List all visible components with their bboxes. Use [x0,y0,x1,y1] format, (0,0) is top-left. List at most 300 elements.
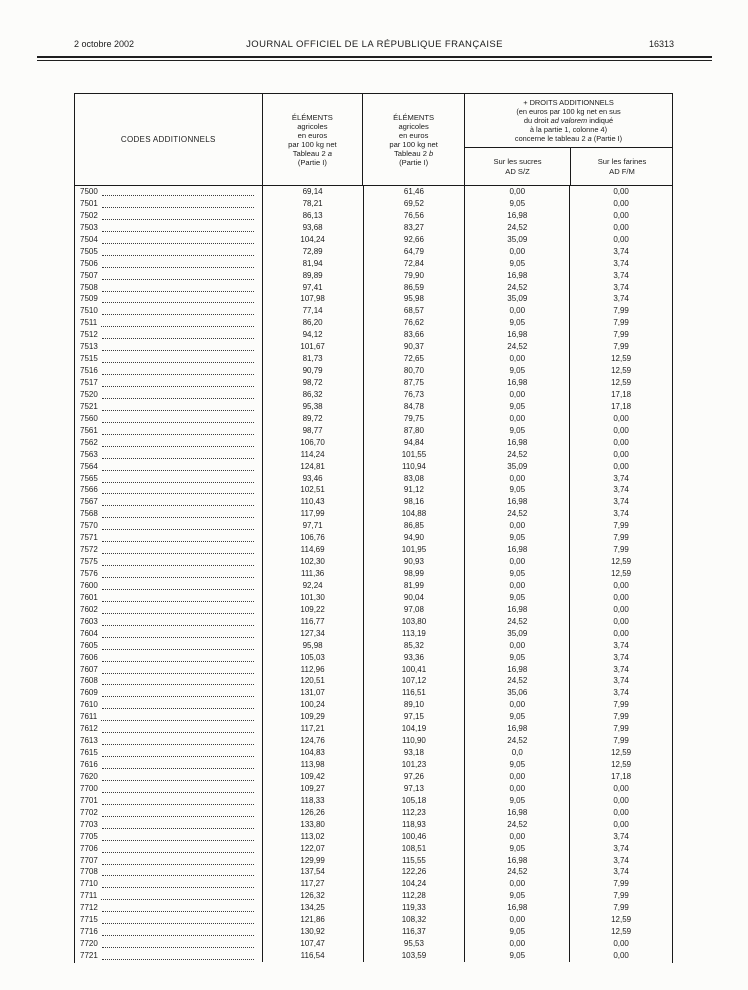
value-cell: 0,00 [464,878,569,890]
code-cell-wrap [75,556,262,568]
code-cell: 7721 [80,951,98,960]
value-cell: 9,05 [464,843,569,855]
table-row [75,759,672,771]
value-cell: 110,94 [363,461,465,473]
table-row [75,270,672,282]
value-cell: 9,05 [464,950,569,962]
value-cell: 101,55 [363,449,465,461]
value-cell: 95,98 [363,293,465,305]
value-cell: 0,00 [464,556,569,568]
dotted-leader [102,902,254,912]
code-cell: 7562 [80,437,98,447]
code-cell: 7700 [80,783,98,793]
value-cell: 0,00 [569,807,672,819]
value-cell: 108,51 [363,843,465,855]
table-row [75,496,672,508]
value-cell: 35,09 [464,293,569,305]
table-row [75,305,672,317]
dotted-leader [102,807,254,817]
code-cell-wrap [75,413,262,425]
table-row [75,890,672,902]
value-cell: 12,59 [569,556,672,568]
value-cell: 0,00 [464,389,569,401]
code-cell: 7603 [80,616,98,626]
dotted-leader [102,604,254,614]
journal-title: JOURNAL OFFICIEL DE LA RÉPUBLIQUE FRANÇAISE [246,39,503,50]
table-row [75,819,672,831]
value-cell: 0,00 [569,616,672,628]
value-cell: 84,78 [363,401,465,413]
droits-line: (en euros par 100 kg net en sus [516,107,621,116]
table-row [75,377,672,389]
value-cell: 101,23 [363,759,465,771]
value-cell: 9,05 [464,926,569,938]
value-cell: 0,00 [569,783,672,795]
code-cell-wrap [75,759,262,771]
code-cell: 7517 [80,378,98,387]
value-cell: 3,74 [569,282,672,294]
code-cell-wrap [75,329,262,341]
code-cell-wrap [75,425,262,437]
value-cell: 0,00 [569,186,672,198]
dotted-leader [102,544,254,554]
code-cell-wrap [75,652,262,664]
value-cell: 7,99 [569,735,672,747]
code-cell-wrap [75,616,262,628]
value-cell: 130,92 [262,926,363,938]
elements-a-line: par 100 kg net [288,139,337,149]
code-cell: 7615 [80,748,98,758]
value-cell: 9,05 [464,198,569,210]
dotted-leader [102,795,254,805]
value-cell: 7,99 [569,902,672,914]
value-cell: 16,98 [464,664,569,676]
page-number: 16313 [648,39,674,49]
value-cell: 81,99 [363,580,465,592]
dotted-leader [102,664,254,674]
dotted-leader [102,699,254,709]
value-cell: 114,24 [262,449,363,461]
elements-a-line: ÉLÉMENTS [291,112,333,122]
value-cell: 7,99 [569,317,672,329]
value-cell: 113,98 [262,759,363,771]
value-cell: 9,05 [464,711,569,723]
value-cell: 3,74 [569,640,672,652]
value-cell: 3,74 [569,843,672,855]
value-cell: 7,99 [569,341,672,353]
code-cell-wrap [75,365,262,377]
value-cell: 16,98 [464,329,569,341]
dotted-leader [102,819,254,829]
value-cell: 9,05 [464,795,569,807]
dotted-leader [102,437,254,447]
value-cell: 7,99 [569,711,672,723]
value-cell: 0,00 [464,246,569,258]
dotted-leader [102,687,254,697]
code-cell-wrap [75,461,262,473]
value-cell: 97,41 [262,282,363,294]
value-cell: 92,66 [363,234,465,246]
table-row [75,675,672,687]
table-row [75,556,672,568]
value-cell: 0,00 [464,580,569,592]
value-cell: 94,84 [363,437,465,449]
code-cell: 7609 [80,688,98,698]
value-cell: 93,68 [262,222,363,234]
code-cell: 7501 [80,198,98,208]
code-cell-wrap [75,855,262,867]
table-row [75,329,672,341]
elements-a-header-cell [262,94,363,185]
code-cell: 7605 [80,640,98,650]
table-row [75,855,672,867]
value-cell: 16,98 [464,377,569,389]
table-row [75,532,672,544]
value-cell: 0,00 [464,938,569,950]
elements-b-line: (Partie I) [399,157,429,167]
value-cell: 17,18 [569,401,672,413]
code-cell: 7568 [80,509,98,519]
dotted-leader [102,532,254,542]
table-row [75,198,672,210]
value-cell: 17,18 [569,389,672,401]
value-cell: 3,74 [569,855,672,867]
table-row [75,341,672,353]
table-row [75,926,672,938]
value-cell: 86,59 [363,282,465,294]
dotted-leader [102,293,254,303]
code-cell: 7509 [80,294,98,304]
dotted-leader [102,628,254,638]
value-cell: 0,00 [464,186,569,198]
code-cell: 7565 [80,473,98,483]
value-cell: 12,59 [569,759,672,771]
table-row [75,640,672,652]
value-cell: 117,27 [262,878,363,890]
table-row [75,950,672,962]
value-cell: 112,23 [363,807,465,819]
table-row [75,413,672,425]
value-cell: 12,59 [569,568,672,580]
code-cell-wrap [75,258,262,270]
value-cell: 86,85 [363,520,465,532]
value-cell: 103,59 [363,950,465,962]
code-cell: 7507 [80,270,98,280]
value-cell: 117,99 [262,508,363,520]
value-cell: 104,88 [363,508,465,520]
elements-b-line: agricoles [398,121,429,131]
dotted-leader [102,449,254,459]
code-cell-wrap [75,401,262,413]
value-cell: 9,05 [464,532,569,544]
value-cell: 86,32 [262,389,363,401]
sucres-subheader-cell [465,148,570,185]
table-row [75,437,672,449]
value-cell: 97,71 [262,520,363,532]
dotted-leader [102,771,254,781]
code-cell: 7712 [80,903,98,913]
value-cell: 91,12 [363,484,465,496]
value-cell: 93,18 [363,747,465,759]
code-cell-wrap [75,234,262,246]
value-cell: 113,19 [363,628,465,640]
value-cell: 78,21 [262,198,363,210]
value-cell: 116,51 [363,687,465,699]
value-cell: 7,99 [569,329,672,341]
elements-b-line: ÉLÉMENTS [393,112,435,122]
dotted-leader [102,365,254,375]
value-cell: 9,05 [464,890,569,902]
farines-label: Sur les farines [597,157,647,166]
code-cell: 7711 [80,891,98,901]
value-cell: 9,05 [464,592,569,604]
dotted-leader [102,640,254,650]
value-cell: 16,98 [464,902,569,914]
dotted-leader [102,413,254,423]
value-cell: 101,95 [363,544,465,556]
code-cell: 7566 [80,485,98,495]
dotted-leader [102,568,254,578]
value-cell: 87,75 [363,377,465,389]
value-cell: 118,93 [363,819,465,831]
code-cell-wrap [75,222,262,234]
code-cell-wrap [75,604,262,616]
code-cell-wrap [75,592,262,604]
value-cell: 112,28 [363,890,465,902]
code-cell-wrap [75,270,262,282]
value-cell: 83,27 [363,222,465,234]
value-cell: 64,79 [363,246,465,258]
value-cell: 3,74 [569,675,672,687]
table-row [75,568,672,580]
value-cell: 105,03 [262,652,363,664]
value-cell: 113,02 [262,831,363,843]
header-rule [37,56,712,61]
droits-title: + DROITS ADDITIONNELS [523,98,614,107]
value-cell: 24,52 [464,735,569,747]
value-cell: 103,80 [363,616,465,628]
value-cell: 0,00 [569,449,672,461]
value-cell: 89,89 [262,270,363,282]
code-cell: 7503 [80,222,98,232]
value-cell: 98,16 [363,496,465,508]
table-row [75,866,672,878]
value-cell: 69,52 [363,198,465,210]
code-cell: 7500 [80,187,98,196]
value-cell: 76,56 [363,210,465,222]
value-cell: 122,26 [363,866,465,878]
table-row [75,449,672,461]
value-cell: 3,74 [569,652,672,664]
dotted-leader [102,401,254,411]
value-cell: 100,24 [262,699,363,711]
code-cell: 7512 [80,330,98,340]
code-cell-wrap [75,473,262,485]
droits-header-group [464,94,672,185]
table-row [75,687,672,699]
value-cell: 16,98 [464,723,569,735]
value-cell: 126,32 [262,890,363,902]
droits-title-cell [465,94,672,148]
table-row [75,293,672,305]
value-cell: 0,00 [569,592,672,604]
code-cell: 7502 [80,210,98,220]
table-row [75,389,672,401]
code-cell: 7516 [80,366,98,376]
dotted-leader [101,711,254,721]
page-header [37,39,712,51]
value-cell: 0,00 [464,520,569,532]
value-cell: 24,52 [464,282,569,294]
value-cell: 0,00 [569,628,672,640]
value-cell: 100,46 [363,831,465,843]
value-cell: 76,62 [363,317,465,329]
dotted-leader [102,186,254,196]
value-cell: 3,74 [569,866,672,878]
code-cell-wrap [75,508,262,520]
table-body [75,186,672,963]
value-cell: 24,52 [464,222,569,234]
code-cell: 7608 [80,676,98,686]
code-cell-wrap [75,950,262,962]
code-cell-wrap [75,878,262,890]
value-cell: 95,38 [262,401,363,413]
value-cell: 24,52 [464,508,569,520]
dotted-leader [102,652,254,662]
value-cell: 72,84 [363,258,465,270]
value-cell: 90,37 [363,341,465,353]
value-cell: 3,74 [569,473,672,485]
value-cell: 90,04 [363,592,465,604]
droits-line: concerne le tableau 2 a (Partie I) [514,134,623,143]
table-row [75,783,672,795]
droits-subheaders [465,148,672,185]
elements-a-line: (Partie I) [297,157,327,167]
value-cell: 0,0 [464,747,569,759]
code-cell-wrap [75,246,262,258]
dotted-leader [102,258,254,268]
value-cell: 102,51 [262,484,363,496]
value-cell: 3,74 [569,831,672,843]
value-cell: 0,00 [569,819,672,831]
code-cell-wrap [75,317,262,329]
value-cell: 0,00 [569,461,672,473]
code-cell: 7560 [80,413,98,423]
value-cell: 0,00 [464,831,569,843]
code-cell-wrap [75,210,262,222]
value-cell: 68,57 [363,305,465,317]
dotted-leader [102,866,254,876]
table-row [75,723,672,735]
value-cell: 100,41 [363,664,465,676]
value-cell: 0,00 [569,580,672,592]
value-cell: 3,74 [569,496,672,508]
code-cell-wrap [75,664,262,676]
elements-b-line: en euros [398,130,429,140]
value-cell: 97,15 [363,711,465,723]
value-cell: 104,24 [363,878,465,890]
value-cell: 87,80 [363,425,465,437]
value-cell: 133,80 [262,819,363,831]
value-cell: 24,52 [464,866,569,878]
dotted-leader [102,783,254,793]
code-cell: 7602 [80,604,98,614]
value-cell: 121,86 [262,914,363,926]
elements-a-line: en euros [297,130,328,140]
code-cell: 7705 [80,831,98,841]
code-cell: 7620 [80,771,98,781]
value-cell: 7,99 [569,305,672,317]
value-cell: 93,36 [363,652,465,664]
dotted-leader [102,950,254,960]
code-cell-wrap [75,783,262,795]
table-row [75,711,672,723]
code-cell: 7606 [80,652,98,662]
dotted-leader [102,246,254,256]
value-cell: 92,24 [262,580,363,592]
value-cell: 12,59 [569,365,672,377]
value-cell: 101,67 [262,341,363,353]
code-cell: 7567 [80,497,98,507]
table-row [75,699,672,711]
value-cell: 3,74 [569,246,672,258]
value-cell: 109,29 [262,711,363,723]
table-row [75,592,672,604]
value-cell: 9,05 [464,401,569,413]
value-cell: 9,05 [464,759,569,771]
value-cell: 98,72 [262,377,363,389]
value-cell: 0,00 [464,413,569,425]
table-row [75,771,672,783]
value-cell: 24,52 [464,819,569,831]
dotted-leader [102,592,254,602]
code-cell: 7611 [80,712,98,722]
value-cell: 112,96 [262,664,363,676]
table-row [75,365,672,377]
table-row [75,580,672,592]
value-cell: 35,06 [464,687,569,699]
value-cell: 35,09 [464,234,569,246]
dotted-leader [102,341,254,351]
value-cell: 94,90 [363,532,465,544]
value-cell: 3,74 [569,484,672,496]
code-cell-wrap [75,890,262,902]
value-cell: 0,00 [464,353,569,365]
code-cell-wrap [75,711,262,723]
value-cell: 0,00 [569,234,672,246]
dotted-leader [102,843,254,853]
code-cell-wrap [75,198,262,210]
value-cell: 97,13 [363,783,465,795]
value-cell: 35,09 [464,628,569,640]
value-cell: 72,89 [262,246,363,258]
code-cell-wrap [75,580,262,592]
table-row [75,234,672,246]
dotted-leader [102,234,254,244]
value-cell: 0,00 [464,914,569,926]
dotted-leader [102,461,254,471]
value-cell: 3,74 [569,270,672,282]
droits-line: à la partie 1, colonne 4) [529,125,608,134]
code-cell-wrap [75,723,262,735]
code-cell-wrap [75,831,262,843]
value-cell: 16,98 [464,604,569,616]
code-cell-wrap [75,186,262,198]
code-cell-wrap [75,341,262,353]
value-cell: 12,59 [569,377,672,389]
value-cell: 110,43 [262,496,363,508]
dotted-leader [102,675,254,685]
